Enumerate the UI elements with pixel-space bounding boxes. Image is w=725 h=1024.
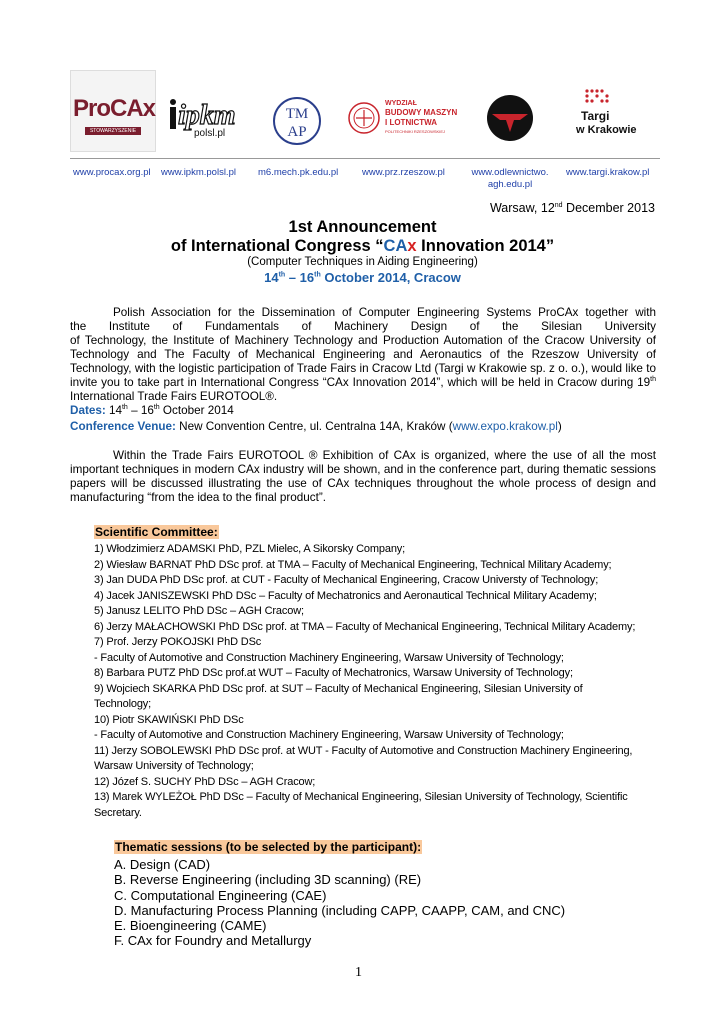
committee-member: 9) Wojciech SKARKA PhD DSc prof. at SUT – Faculty of Mechanical Engineering, Silesian University of bbox=[94, 682, 583, 695]
committee-member: 11) Jerzy SOBOLEWSKI PhD DSc prof. at WUT - Faculty of Automotive and Construction Machinery Engineering, bbox=[94, 744, 633, 757]
exhibition-paragraph bbox=[70, 449, 656, 505]
prz-line-3: I LOTNICTWA bbox=[385, 118, 437, 127]
sessions-heading bbox=[114, 838, 422, 856]
exhibition-line-1: Within the Trade Fairs EUROTOOL ® Exhibition of CAx is organized, where the use of all the most bbox=[113, 449, 656, 462]
committee-member: 5) Janusz LELITO PhD DSc – AGH Cracow; bbox=[94, 605, 304, 617]
targi-line-2: w Krakowie bbox=[576, 124, 637, 136]
venue-label: Conference Venue: bbox=[70, 420, 176, 433]
ipkm-logo bbox=[164, 88, 246, 148]
committee-member: - Faculty of Automotive and Construction Machinery Engineering, Warsaw University of Technology; bbox=[94, 729, 564, 741]
title-dates-sup-1: th bbox=[278, 271, 286, 279]
sessions-list bbox=[114, 857, 654, 949]
title-cax-x: x bbox=[407, 237, 417, 255]
date-rest: December 2013 bbox=[562, 201, 655, 215]
venue-link[interactable]: www.expo.krakow.pl bbox=[452, 420, 558, 433]
title-block bbox=[0, 218, 725, 286]
date-prefix: Warsaw, 12 bbox=[489, 201, 555, 215]
dates-value-sup-1: th bbox=[121, 404, 128, 412]
sessions-heading-text: Thematic sessions (to be selected by the participant): bbox=[115, 840, 422, 854]
committee-member: - Faculty of Automotive and Construction Machinery Engineering, Warsaw University of Technology; bbox=[94, 651, 564, 664]
letter-date bbox=[490, 201, 655, 215]
intro-rest-end: International Trade Fairs EUROTOOL®. bbox=[70, 390, 278, 403]
session-item: A. Design (CAD) bbox=[114, 857, 211, 872]
committee-member: Secretary. bbox=[94, 806, 142, 819]
title-line-2 bbox=[0, 237, 725, 256]
title-dates bbox=[0, 269, 725, 286]
session-item: B. Reverse Engineering (including 3D scanning) (RE) bbox=[114, 872, 422, 888]
link-odlewnictwo-line-1: www.odlewnictwo. bbox=[471, 167, 549, 178]
committee-member: 13) Marek WYLEŻOŁ PhD DSc – Faculty of Mechanical Engineering, Silesian University of Technology, Scientific bbox=[94, 791, 628, 803]
procax-logo bbox=[70, 70, 156, 152]
committee-member: Warsaw University of Technology; bbox=[94, 760, 254, 772]
link-prz[interactable]: www.prz.rzeszow.pl bbox=[362, 167, 445, 178]
link-odlewnictwo[interactable] bbox=[470, 167, 550, 191]
link-targi[interactable]: www.targi.krakow.pl bbox=[566, 167, 650, 178]
prz-faculty-logo bbox=[345, 96, 465, 140]
intro-line-1: Polish Association for the Dissemination of Computer Engineering Systems ProCAx together with bbox=[113, 306, 656, 319]
tmap-logo-bottom: AP bbox=[287, 124, 307, 140]
session-item: D. Manufacturing Process Planning (including CAPP, CAAPP, CAM, and CNC) bbox=[114, 902, 566, 918]
title-cax-ca: CA bbox=[383, 237, 408, 255]
title-line-2-pre: of International Congress “ bbox=[170, 237, 384, 255]
committee-heading-text: Scientific Committee: bbox=[95, 525, 218, 539]
committee-member: 10) Piotr SKAWIŃSKI PhD DSc bbox=[94, 713, 244, 726]
committee-member: 6) Jerzy MAŁACHOWSKI PhD DSc prof. at TMA – Faculty of Mechanical Engineering, Technical Military Academy; bbox=[94, 620, 636, 633]
dates-value-end: October 2014 bbox=[159, 404, 234, 417]
session-item: C. Computational Engineering (CAE) bbox=[114, 887, 327, 903]
intro-line-2: the Institute of Fundamentals of Machinery Design of the Silesian University bbox=[70, 320, 656, 333]
ipkm-logo-subtext: polsl.pl bbox=[194, 128, 226, 139]
targi-krakow-logo bbox=[576, 88, 646, 138]
committee-member: 1) Włodzimierz ADAMSKI PhD, PZL Mielec, A Sikorsky Company; bbox=[94, 543, 406, 555]
page-number: 1 bbox=[355, 965, 362, 980]
committee-member: Technology; bbox=[94, 698, 152, 710]
intro-rest-sup: th bbox=[650, 376, 656, 384]
committee-member: 2) Wiesław BARNAT PhD DSc prof. at TMA – Faculty of Mechanical Engineering, Technical Military Academy; bbox=[94, 558, 612, 571]
link-odlewnictwo-line-2: agh.edu.pl bbox=[487, 179, 533, 190]
dates-value-sup-2: th bbox=[153, 404, 160, 412]
exhibition-rest: important techniques in modern CAx industry will be shown, and in the conference part, during thematic sessions papers will be discussed illustrating the use of CAx techniques throughout the whole process of design and manufacturing “from the idea to the final product”. bbox=[70, 463, 656, 504]
intro-rest bbox=[70, 334, 656, 404]
title-line-2-post: Innovation 2014” bbox=[416, 237, 555, 255]
header-divider bbox=[70, 158, 660, 159]
intro-rest-text: of Technology, the Institute of Machinery Technology and Production Automation of the Cracow University of Technology and The Faculty of Mechanical Engineering and Aeronautics of the Rzeszow University of Technology, with the logistic participation of Trade Fairs in Cracow Ltd (Targi w Krakowie sp. z o. o.), would like to invite you to take part in International Congress “CAx Innovation 2014”, which will be held in Cracow during 19 bbox=[70, 334, 656, 389]
title-line-1: 1st Announcement bbox=[288, 218, 437, 236]
dates-label: Dates: bbox=[70, 404, 106, 417]
procax-logo-subtext: STOWARZYSZENIE bbox=[85, 127, 141, 135]
committee-member: 8) Barbara PUTZ PhD DSc prof.at WUT – Faculty of Mechatronics, Warsaw University of Technology; bbox=[94, 667, 573, 679]
committee-member: 3) Jan DUDA PhD DSc prof. at CUT - Faculty of Mechanical Engineering, Cracow Universty of Technology; bbox=[94, 574, 599, 586]
session-item: E. Bioengineering (CAME) bbox=[114, 918, 267, 934]
tmap-logo-top: TM bbox=[285, 106, 309, 122]
foundry-logo bbox=[486, 94, 534, 142]
committee-member: 4) Jacek JANISZEWSKI PhD DSc – Faculty of Mechatronics and Aeronautical Technical Military Academy; bbox=[94, 589, 597, 602]
dates-value-mid: – 16 bbox=[127, 404, 154, 417]
tmap-logo bbox=[272, 96, 322, 146]
link-procax[interactable]: www.procax.org.pl bbox=[73, 167, 151, 178]
committee-list bbox=[94, 542, 664, 821]
title-dates-mid: – 16 bbox=[285, 270, 315, 285]
committee-heading bbox=[94, 523, 219, 541]
committee-member: 12) Józef S. SUCHY PhD DSc – AGH Cracow; bbox=[94, 775, 316, 788]
venue-line bbox=[70, 420, 562, 434]
title-subtitle: (Computer Techniques in Aiding Engineering) bbox=[247, 256, 478, 268]
dates-line bbox=[70, 404, 234, 418]
date-suffix: nd bbox=[554, 201, 563, 209]
link-ipkm[interactable]: www.ipkm.polsl.pl bbox=[161, 167, 236, 178]
title-dates-sup-2: th bbox=[314, 271, 321, 279]
link-m6-mech[interactable]: m6.mech.pk.edu.pl bbox=[258, 167, 339, 178]
intro-paragraph bbox=[70, 306, 656, 404]
venue-value: New Convention Centre, ul. Centralna 14A, Kraków ( bbox=[175, 420, 453, 433]
session-item: F. CAx for Foundry and Metallurgy bbox=[114, 933, 312, 949]
title-dates-rest: October 2014, Cracow bbox=[320, 270, 461, 285]
dates-value-start: 14 bbox=[105, 404, 122, 417]
venue-close: ) bbox=[557, 420, 562, 433]
title-dates-start: 14 bbox=[264, 270, 279, 285]
prz-line-2: BUDOWY MASZYN bbox=[385, 108, 458, 117]
ipkm-logo-text: ipkm bbox=[178, 100, 236, 131]
procax-logo-text: ProCAx bbox=[73, 95, 156, 122]
committee-member: 7) Prof. Jerzy POKOJSKI PhD DSc bbox=[94, 636, 262, 648]
targi-line-1: Targi bbox=[581, 109, 610, 123]
prz-line-1: WYDZIAŁ bbox=[385, 100, 417, 107]
prz-line-4: POLITECHNIKI RZESZOWSKIEJ bbox=[385, 129, 446, 134]
